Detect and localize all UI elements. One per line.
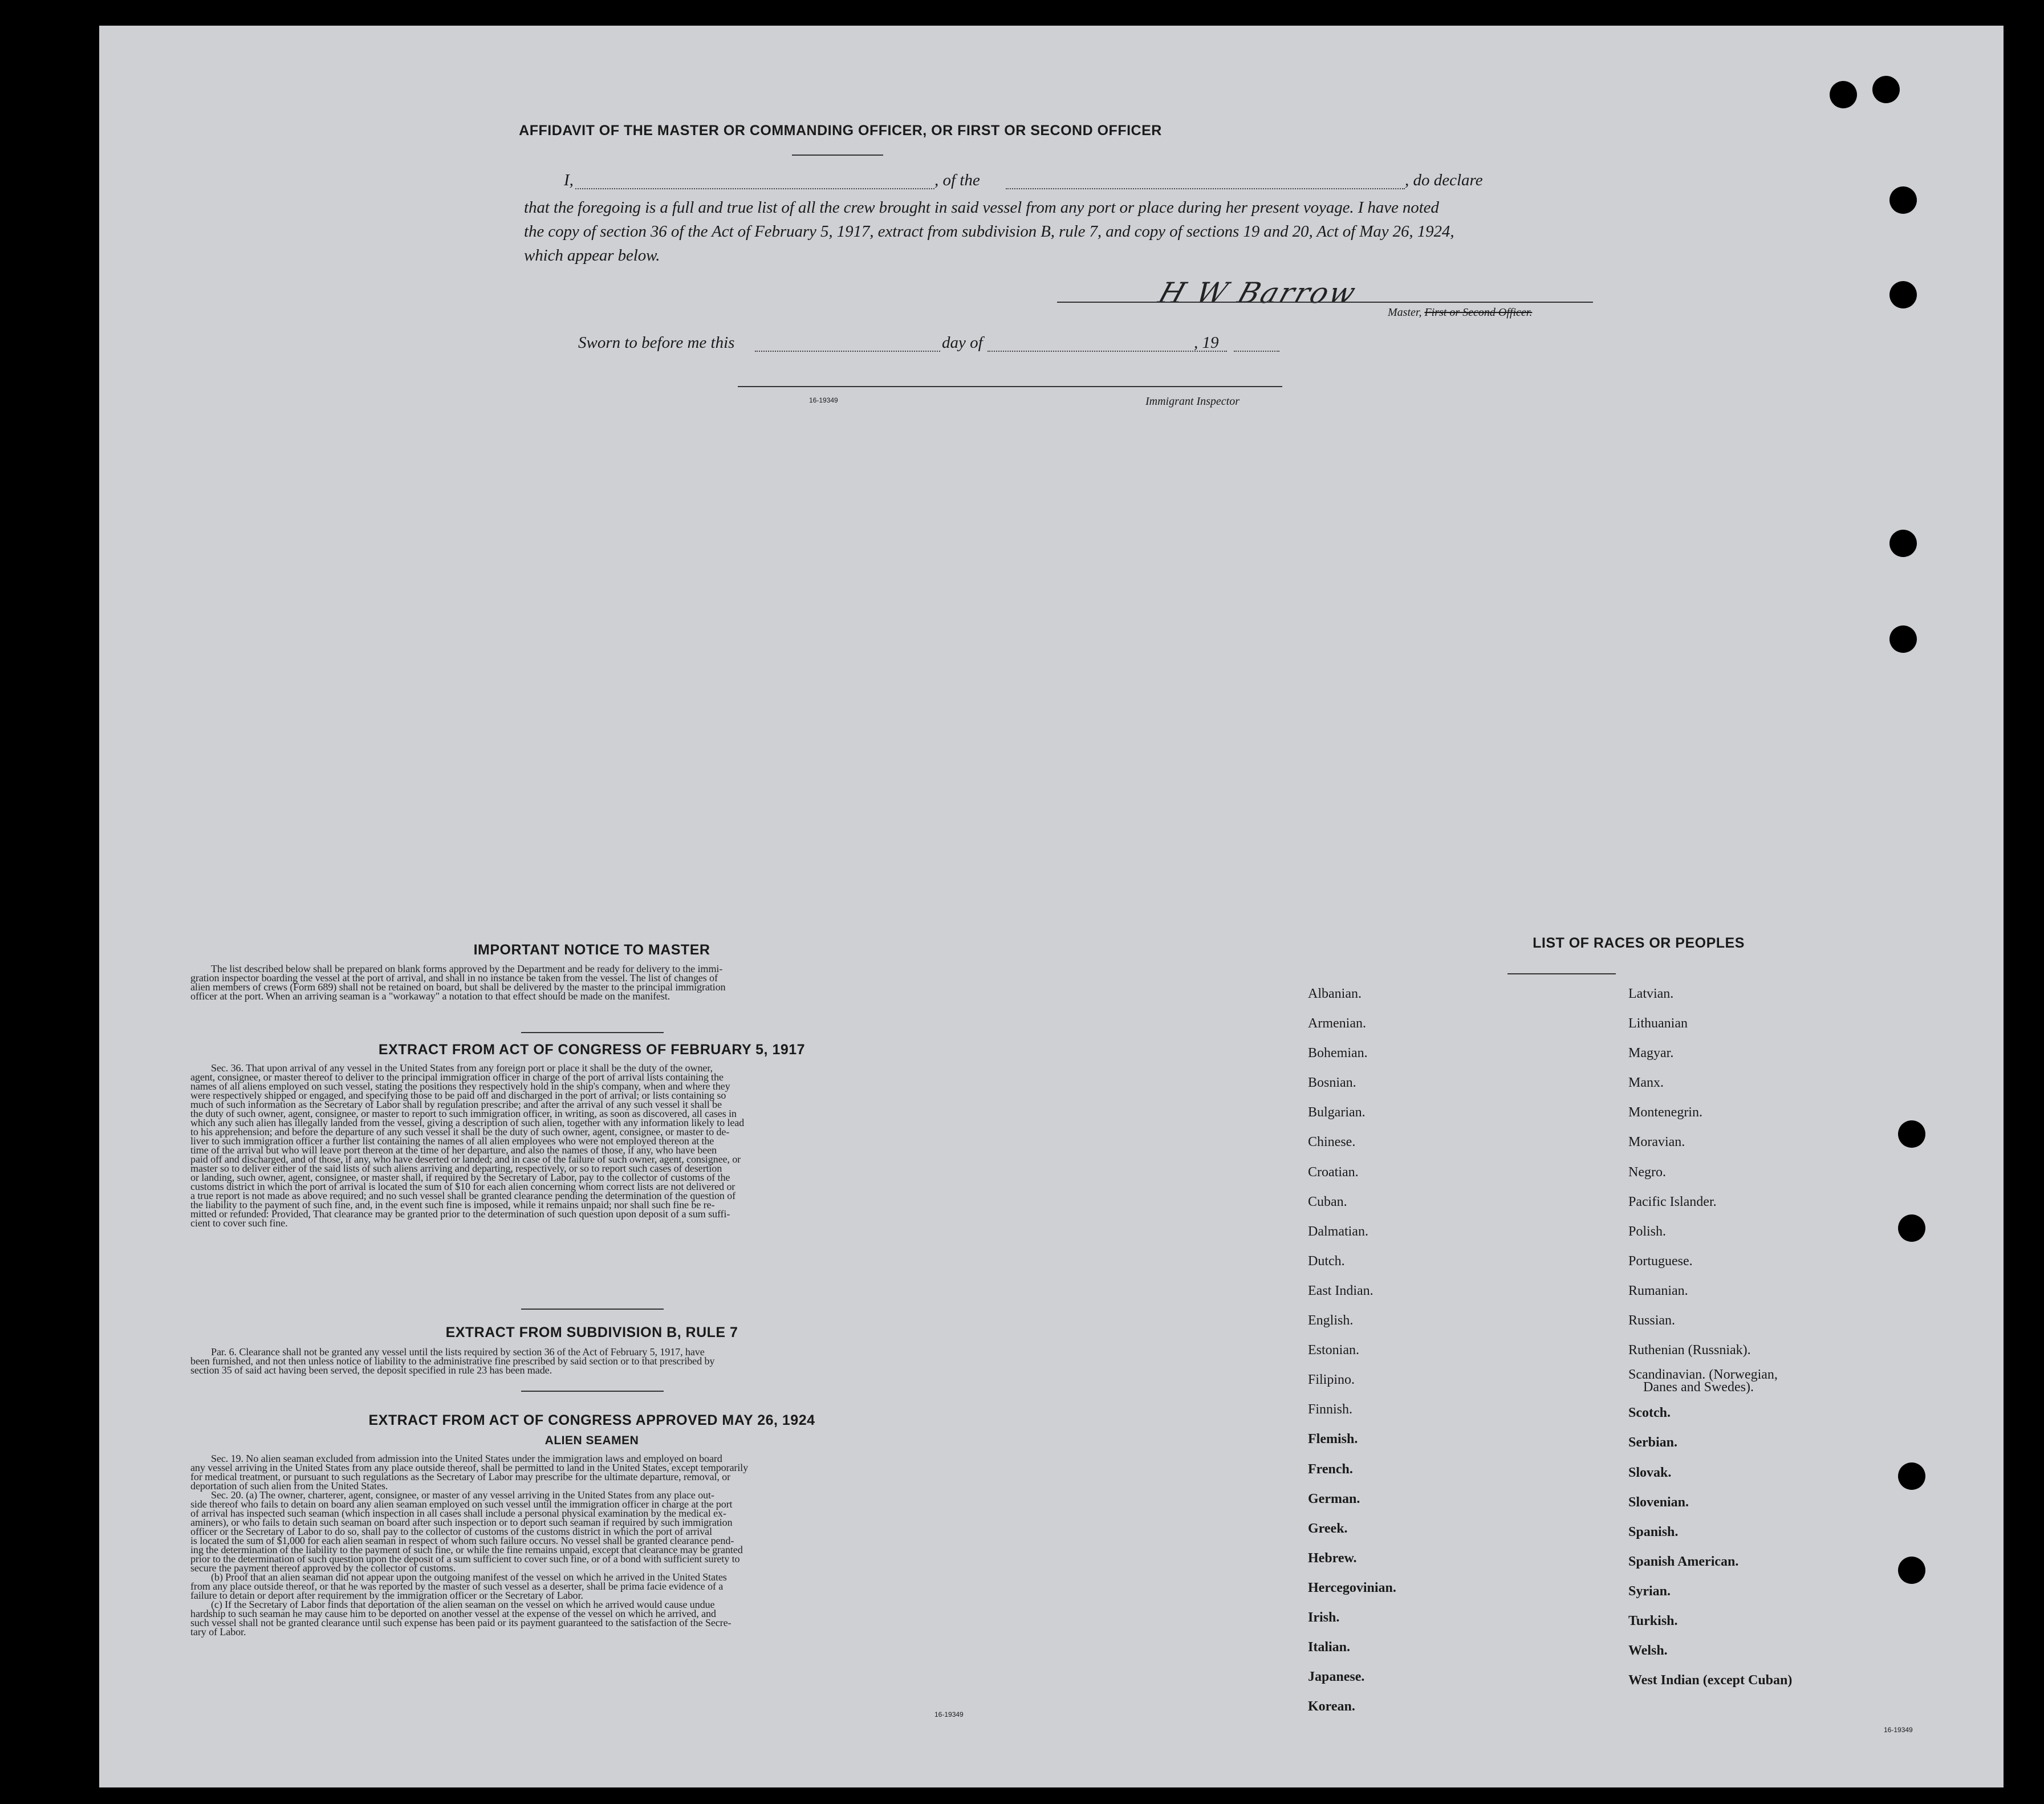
race-item: Flemish. <box>1308 1432 1358 1447</box>
text-line: Par. 6. Clearance shall not be granted any vessel until the lists required by section 36 of the Act of February 5, 1917, have <box>211 1346 705 1358</box>
race-item: Lithuanian <box>1628 1016 1688 1031</box>
punch-hole <box>1889 625 1917 653</box>
punch-hole <box>1889 530 1917 557</box>
race-item: Japanese. <box>1308 1669 1365 1685</box>
text-line: customs district in which the port of arrival is located the sum of $10 for each alien concerning whom correct lists are not delivered or <box>190 1181 735 1192</box>
form-number: 16-19349 <box>1884 1726 1913 1734</box>
text-line: or landing, such owner, agent, consignee, or master shall, if required by the Secretary of Labor, pay to the collector of customs of the <box>190 1172 730 1183</box>
race-item: Spanish American. <box>1628 1554 1739 1569</box>
text-line: from any place outside thereof, or that he was reported by the master of such vessel as a deserter, shall be prima facie evidence of a <box>190 1580 724 1592</box>
text-line: paid off and discharged, and of those, if any, who have deserted or landed; and in case of the failure of such owner, agent, consignee, or <box>190 1153 741 1165</box>
sworn-month-line <box>988 351 1227 352</box>
text-line: cient to cover such fine. <box>190 1217 288 1229</box>
extract-rule7-title: EXTRACT FROM SUBDIVISION B, RULE 7 <box>445 1324 738 1340</box>
punch-hole <box>1898 1557 1925 1584</box>
text-line: (c) If the Secretary of Labor finds that deportation of the alien seaman on the vessel on which he arrived would cause undue <box>211 1599 715 1610</box>
race-item: Russian. <box>1628 1313 1676 1328</box>
race-item: Turkish. <box>1628 1613 1678 1628</box>
notice-line: alien members of crews (Form 689) shall not be retained on board, but shall be delivered by the master to the principal immigration <box>190 981 726 993</box>
race-item-continuation: Danes and Swedes). <box>1643 1380 1754 1395</box>
text-line: ing the determination of the liability to the payment of such fine, or while the fine remains unpaid, except that clearance may be granted <box>190 1544 743 1555</box>
text-line: master so to deliver either of the said lists of such aliens arriving and departing, respectively, or so to report such cases of desertion <box>190 1163 722 1174</box>
document-sheet <box>99 26 2004 1787</box>
race-item: Serbian. <box>1628 1435 1678 1450</box>
races-left-column <box>1308 979 1396 1721</box>
name-blank-line <box>575 188 934 189</box>
race-item: Spanish. <box>1628 1524 1679 1539</box>
text-line: for medical treatment, or pursuant to such regulations as the Secretary of Labor may prescribe for the ultimate departure, removal, or <box>190 1471 731 1482</box>
extract-1917-body <box>190 1063 993 1228</box>
text-line: secure the payment thereof approved by the collector of customs. <box>190 1562 456 1574</box>
race-item: Albanian. <box>1308 986 1362 1001</box>
race-item: Hebrew. <box>1308 1550 1357 1566</box>
race-item: Filipino. <box>1308 1372 1355 1388</box>
text-line: been furnished, and not then unless notice of liability to the administrative fine prescribed by said section or to that prescribed by <box>190 1355 715 1367</box>
race-item: Portuguese. <box>1628 1253 1693 1269</box>
text-line: failure to detain or deport after requirement by the immigration officer or the Secretary of Labor. <box>190 1590 583 1601</box>
text-line: Sec. 36. That upon arrival of any vessel in the United States from any foreign port or place it shall be the duty of the owner, <box>211 1062 713 1074</box>
text-line: Sec. 19. No alien seaman excluded from admission into the United States under the immigration laws and employed on board <box>211 1453 722 1464</box>
race-item: Irish. <box>1308 1610 1340 1625</box>
punch-hole <box>1898 1462 1925 1490</box>
affidavit-i-label: I, <box>564 171 574 189</box>
sworn-label: Sworn to before me this <box>578 334 735 352</box>
statement-line: which appear below. <box>524 246 660 265</box>
text-line: hardship to such seaman he may cause him to be deported on another vessel at the expense of the vessel on which he arrived, and <box>190 1608 716 1619</box>
race-item: Polish. <box>1628 1224 1667 1239</box>
race-item: Italian. <box>1308 1640 1351 1655</box>
text-line: officer or the Secretary of Labor to do so, shall pay to the collector of customs of the customs district in which the port of arrival <box>190 1526 712 1537</box>
race-item: Dalmatian. <box>1308 1224 1368 1239</box>
title-underline <box>792 155 883 156</box>
race-item: Bohemian. <box>1308 1046 1368 1061</box>
sworn-day-line <box>755 351 940 352</box>
text-line: such vessel shall not be granted clearance until such expense has been paid or its payment guaranteed to the satisfaction of the Secre- <box>190 1617 732 1628</box>
race-item: Scotch. <box>1628 1405 1671 1421</box>
text-line: to his apprehension; and before the departure of any such vessel it shall be the duty of such owner, agent, consignee, or master to de- <box>190 1126 730 1137</box>
race-item: Magyar. <box>1628 1046 1674 1061</box>
race-item: Greek. <box>1308 1521 1348 1536</box>
text-line: the liability to the payment of such fine, and, in the event such fine is imposed, while it remains unpaid; nor shall such fine be re- <box>190 1199 715 1210</box>
text-line: were respectively shipped or engaged, and specifying those to be paid off and discharged in the port of arrival; or lists containing so <box>190 1090 726 1101</box>
race-item: Slovak. <box>1628 1465 1672 1480</box>
race-item: Korean. <box>1308 1699 1355 1714</box>
text-line: deportation of such alien from the United States. <box>190 1480 388 1492</box>
race-item: Cuban. <box>1308 1194 1347 1209</box>
statement-line: that the foregoing is a full and true list of all the crew brought in said vessel from any port or place during her present voyage. I have noted <box>524 198 1439 217</box>
affidavit-statement <box>524 196 1493 267</box>
race-item: Scandinavian. (Norwegian, <box>1628 1367 1778 1383</box>
punch-hole <box>1872 76 1900 103</box>
notice-line: officer at the port. When an arriving seaman is a "workaway" a notation to that effect should be made on the manifest. <box>190 990 671 1002</box>
races-title-underline <box>1507 973 1616 974</box>
text-line: Sec. 20. (a) The owner, charterer, agent, consignee, or master of any vessel arriving in the United States from any place out- <box>211 1489 714 1501</box>
race-item: East Indian. <box>1308 1283 1373 1298</box>
notice-body <box>190 964 993 1001</box>
race-item: Pacific Islander. <box>1628 1194 1717 1209</box>
sworn-year-line <box>1234 351 1279 352</box>
race-item: Montenegrin. <box>1628 1105 1702 1120</box>
extract-rule7-body <box>190 1347 993 1375</box>
day-of-label: day of <box>942 334 983 352</box>
text-line: side thereof who fails to detain on board any alien seaman employed on such vessel until the immigration officer in charge at the port <box>190 1498 733 1510</box>
race-item: Latvian. <box>1628 986 1674 1001</box>
text-line: aminers), or who fails to detain such seaman on board after such inspection or to deport such seaman if required by such immigration <box>190 1517 733 1528</box>
race-item: Ruthenian (Russniak). <box>1628 1343 1751 1358</box>
affidavit-do-declare-label: , do declare <box>1405 171 1483 189</box>
inspector-label: Immigrant Inspector <box>1145 395 1240 408</box>
race-item: Manx. <box>1628 1075 1664 1091</box>
race-item: Dutch. <box>1308 1253 1345 1269</box>
extract-1924-title: EXTRACT FROM ACT OF CONGRESS APPROVED MAY 26, 1924 <box>368 1412 815 1428</box>
race-item: Finnish. <box>1308 1402 1353 1417</box>
race-item: Hercegovinian. <box>1308 1580 1396 1595</box>
affidavit-title: AFFIDAVIT OF THE MASTER OR COMMANDING OFFICER, OR FIRST OR SECOND OFFICER <box>519 123 1162 139</box>
extract-1917-title: EXTRACT FROM ACT OF CONGRESS OF FEBRUARY 5, 1917 <box>378 1042 806 1058</box>
text-line: names of all aliens employed on such vessel, stating the positions they respectively hold in the ship's company, when and where they <box>190 1080 730 1092</box>
punch-hole <box>1889 281 1917 308</box>
section-divider <box>521 1032 664 1033</box>
punch-hole <box>1889 186 1917 214</box>
notice-line: gration inspector boarding the vessel at the port of arrival, and shall in no instance be taken from the vessel. The list of changes of <box>190 972 718 984</box>
struck-officer-label: First or Second Officer. <box>1424 306 1533 319</box>
affidavit-of-the-label: , of the <box>934 171 980 189</box>
race-item: English. <box>1308 1313 1354 1328</box>
races-right-column <box>1628 979 1792 1695</box>
text-line: section 35 of said act having been served, the deposit specified in rule 23 has been made. <box>190 1364 552 1376</box>
text-line: prior to the determination of such question upon the deposit of a sum sufficient to cover such fine, or of a bond with sufficient surety to <box>190 1553 740 1565</box>
race-item: Negro. <box>1628 1164 1666 1180</box>
race-item: Bulgarian. <box>1308 1105 1366 1120</box>
text-line: the duty of such owner, agent, consignee, or master to report to such immigration officer, in writing, as soon as discovered, all cases in <box>190 1108 737 1119</box>
text-line: mitted or refunded: Provided, That clearance may be granted prior to the determination of such question upon deposit of a sum suffi- <box>190 1208 730 1220</box>
text-line: is located the sum of $1,000 for each alien seaman in respect of whom such failure occurs. No vessel shall be granted clearance pend- <box>190 1535 734 1546</box>
race-item: German. <box>1308 1491 1360 1506</box>
master-signature: H W Barrow <box>1154 277 1362 310</box>
text-line: time of the arrival but who will leave port thereon at the time of her departure, and also the names of those, if any, who have been <box>190 1144 717 1156</box>
extract-1924-subtitle: ALIEN SEAMEN <box>544 1434 639 1447</box>
punch-hole <box>1898 1120 1925 1148</box>
notice-title: IMPORTANT NOTICE TO MASTER <box>473 942 710 958</box>
text-line: much of such information as the Secretary of Labor shall by regulation prescribe; and after the arrival of any such vessel it shall be <box>190 1099 722 1110</box>
race-item: Croatian. <box>1308 1164 1359 1180</box>
extract-1924-body <box>190 1454 993 1636</box>
punch-hole <box>1898 1214 1925 1242</box>
text-line: agent, consignee, or master thereof to deliver to the principal immigration officer in charge of the port of arrival lists containing the <box>190 1071 724 1083</box>
races-title: LIST OF RACES OR PEOPLES <box>1533 935 1745 951</box>
race-item: Moravian. <box>1628 1135 1685 1150</box>
form-number: 16-19349 <box>809 396 838 404</box>
race-item: Welsh. <box>1628 1643 1668 1659</box>
inspector-line <box>738 386 1282 387</box>
notice-line: The list described below shall be prepared on blank forms approved by the Department and be ready for delivery to the immi- <box>211 963 723 974</box>
text-line: any vessel arriving in the United States from any place outside thereof, shall be permitted to land in the United States, except temporarily <box>190 1462 749 1473</box>
signature-line <box>1057 302 1593 303</box>
punch-hole <box>1830 81 1857 108</box>
master-label: Master, <box>1388 306 1422 319</box>
text-line: of arrival has inspected such seaman (which inspection in all cases shall include a personal physical examination by the medical ex- <box>190 1508 726 1519</box>
race-item: West Indian (except Cuban) <box>1628 1673 1793 1688</box>
race-item: Slovenian. <box>1628 1494 1689 1510</box>
text-line: tary of Labor. <box>190 1626 246 1638</box>
race-item: Armenian. <box>1308 1016 1366 1031</box>
race-item: Syrian. <box>1628 1583 1671 1599</box>
race-item: Estonian. <box>1308 1343 1359 1358</box>
text-line: liver to such immigration officer a further list containing the names of all alien employees who were not employed thereon at the <box>190 1135 714 1147</box>
section-divider <box>521 1391 664 1392</box>
text-line: (b) Proof that an alien seaman did not appear upon the outgoing manifest of the vessel on which he arrived in the United States <box>211 1571 727 1583</box>
text-line: a true report is not made as above required; and no such vessel shall be granted clearance pending the determination of the question of <box>190 1190 735 1201</box>
year-label: , 19 <box>1194 334 1219 352</box>
text-line: which any such alien has illegally landed from the vessel, giving a description of such alien, together with any information likely to lead <box>190 1117 745 1128</box>
race-item: French. <box>1308 1461 1353 1477</box>
section-divider <box>521 1309 664 1310</box>
race-item: Rumanian. <box>1628 1283 1688 1298</box>
form-number: 16-19349 <box>934 1710 964 1718</box>
race-item: Chinese. <box>1308 1135 1356 1150</box>
vessel-blank-line <box>1006 188 1405 189</box>
master-title-line <box>1388 306 1532 319</box>
race-item: Bosnian. <box>1308 1075 1356 1091</box>
race-item-scandinavian <box>1628 1365 1792 1398</box>
statement-line: the copy of section 36 of the Act of February 5, 1917, extract from subdivision B, rule 7, and copy of sections 19 and 20, Act of May 26, 1924, <box>524 222 1454 241</box>
